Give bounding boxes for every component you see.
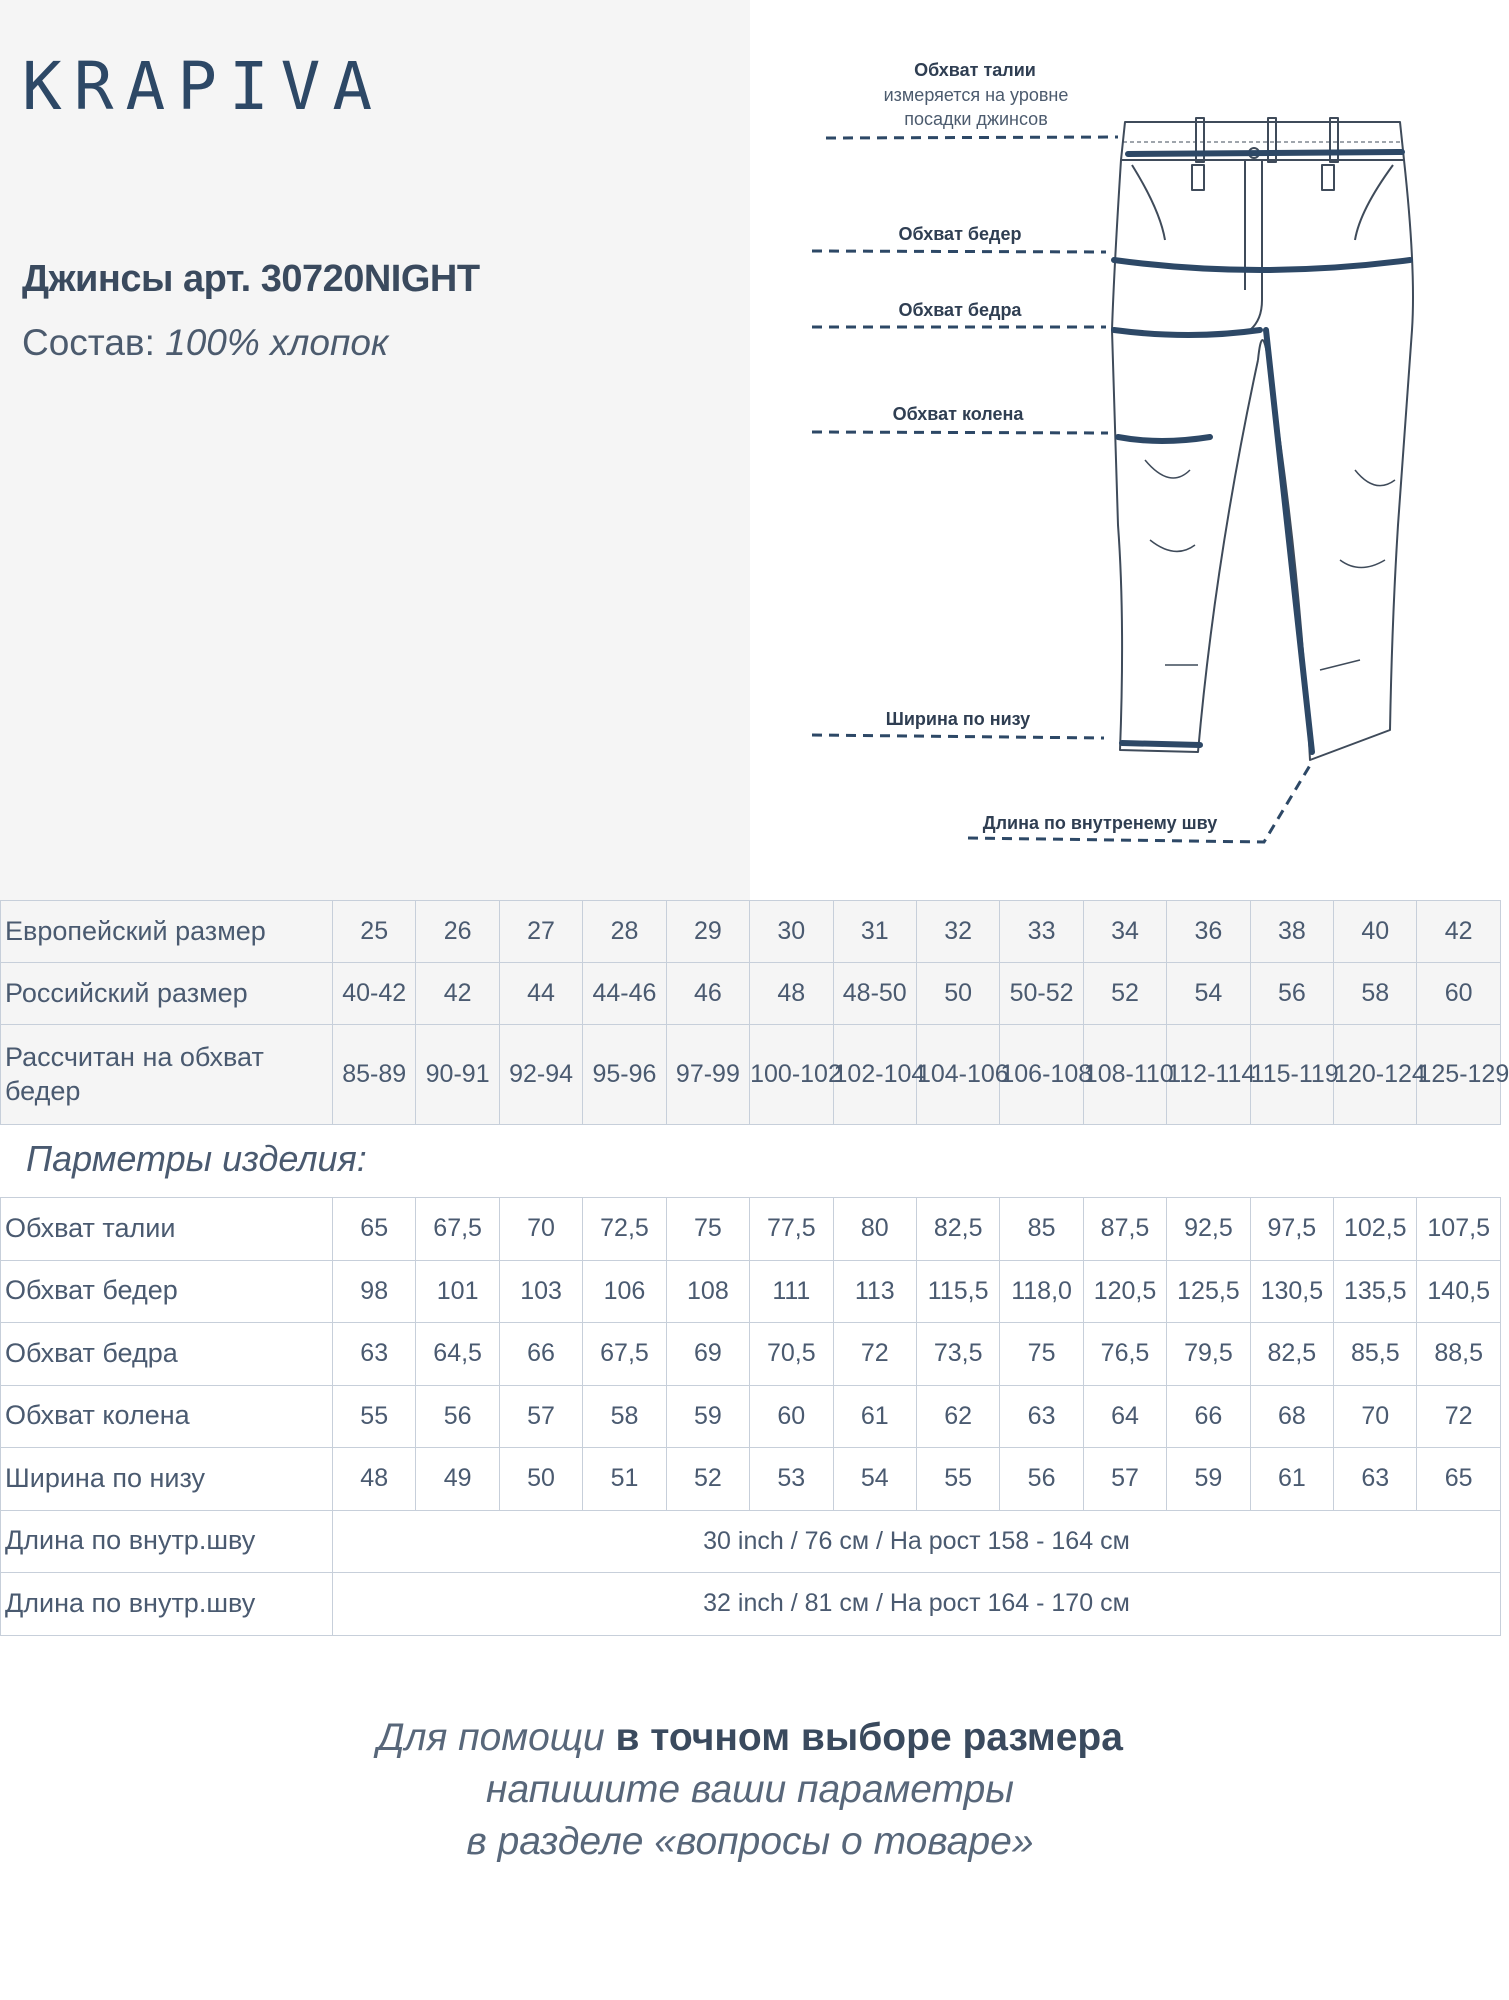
table-cell: 55 [333, 1385, 416, 1448]
table-cell: 44 [499, 963, 582, 1025]
table-cell: 42 [416, 963, 499, 1025]
table-row [1, 1025, 1501, 1125]
table-cell: 80 [833, 1198, 916, 1261]
table-cell: 108 [666, 1260, 749, 1323]
table-cell: 63 [1000, 1385, 1083, 1448]
label-waist-sub2: посадки джинсов [904, 109, 1048, 129]
table-cell: 98 [333, 1260, 416, 1323]
inseam-value-cell: 32 inch / 81 см / На рост 164 - 170 см [333, 1573, 1501, 1636]
row-label: Длина по внутр.шву [1, 1510, 333, 1573]
table-cell: 90-91 [416, 1025, 499, 1125]
table-cell: 51 [583, 1448, 666, 1511]
params-heading: Парметры изделия: [26, 1138, 367, 1179]
table-cell: 104-106 [916, 1025, 999, 1125]
table-cell: 85,5 [1334, 1323, 1417, 1386]
composition-label: Состав: [22, 322, 155, 363]
knee-measure [1118, 437, 1210, 441]
table-cell: 82,5 [916, 1198, 999, 1261]
table-cell: 56 [416, 1385, 499, 1448]
table-cell: 95-96 [583, 1025, 666, 1125]
table-cell: 72 [833, 1323, 916, 1386]
table-cell: 85-89 [333, 1025, 416, 1125]
table-cell: 92-94 [499, 1025, 582, 1125]
hem-measure [1122, 743, 1200, 745]
jeans-measurement-diagram [0, 0, 1500, 900]
table-cell: 67,5 [583, 1323, 666, 1386]
table-cell: 59 [1167, 1448, 1250, 1511]
inseam-measure [1266, 330, 1312, 752]
table-cell: 53 [750, 1448, 833, 1511]
table-cell: 50 [499, 1448, 582, 1511]
label-hem: Ширина по низу [885, 709, 1031, 729]
brand-logo: KRAPIVA [22, 48, 385, 125]
composition-value: 100% хлопок [165, 322, 389, 363]
table-row [1, 1260, 1501, 1323]
table-row [1, 1323, 1501, 1386]
table-cell: 36 [1167, 901, 1250, 963]
table-cell: 33 [1000, 901, 1083, 963]
table-cell: 92,5 [1167, 1198, 1250, 1261]
table-cell: 59 [666, 1385, 749, 1448]
label-knee: Обхват колена [892, 404, 1024, 424]
table-cell: 75 [1000, 1323, 1083, 1386]
table-cell: 65 [1417, 1448, 1500, 1511]
table-cell: 107,5 [1417, 1198, 1500, 1261]
table-cell: 40 [1334, 901, 1417, 963]
table-cell: 63 [1334, 1448, 1417, 1511]
footer-line-1-normal: Для помощи [377, 1716, 616, 1759]
table-cell: 49 [416, 1448, 499, 1511]
left-leg [1112, 160, 1258, 752]
table-row [1, 1198, 1501, 1261]
table-cell: 66 [499, 1323, 582, 1386]
table-cell: 48 [750, 963, 833, 1025]
table-cell: 97-99 [666, 1025, 749, 1125]
table-cell: 118,0 [1000, 1260, 1083, 1323]
table-cell: 57 [1083, 1448, 1166, 1511]
table-row [1, 901, 1501, 963]
footer-line-1-bold: в точном выборе размера [615, 1716, 1123, 1759]
product-params-table [0, 1197, 1501, 1636]
footer-line-2: напишите ваши параметры [486, 1768, 1014, 1811]
row-label: Обхват бедер [1, 1260, 333, 1323]
table-cell: 48-50 [833, 963, 916, 1025]
table-cell: 64 [1083, 1385, 1166, 1448]
table-cell: 60 [750, 1385, 833, 1448]
table-cell: 26 [416, 901, 499, 963]
table-cell: 50-52 [1000, 963, 1083, 1025]
table-cell: 102,5 [1334, 1198, 1417, 1261]
table-cell: 113 [833, 1260, 916, 1323]
table-cell: 70 [499, 1198, 582, 1261]
label-waist-sub1: измеряется на уровне [883, 85, 1069, 105]
table-cell: 65 [333, 1198, 416, 1261]
table-cell: 73,5 [916, 1323, 999, 1386]
table-cell: 140,5 [1417, 1260, 1500, 1323]
table-cell: 62 [916, 1385, 999, 1448]
table-cell: 125-129 [1417, 1025, 1500, 1125]
table-cell: 72,5 [583, 1198, 666, 1261]
table-cell: 100-102 [750, 1025, 833, 1125]
table-cell: 87,5 [1083, 1198, 1166, 1261]
table-cell: 85 [1000, 1198, 1083, 1261]
table-cell: 70,5 [750, 1323, 833, 1386]
table-cell: 38 [1250, 901, 1333, 963]
table-row [1, 1573, 1501, 1636]
fly [1250, 160, 1262, 330]
table-cell: 58 [1334, 963, 1417, 1025]
table-cell: 29 [666, 901, 749, 963]
table-cell: 97,5 [1250, 1198, 1333, 1261]
table-cell: 31 [833, 901, 916, 963]
footer-line-1 [0, 1712, 1500, 1764]
table-cell: 66 [1167, 1385, 1250, 1448]
label-hips: Обхват бедер [898, 224, 1022, 244]
row-label: Обхват колена [1, 1385, 333, 1448]
pocket-left [1132, 165, 1165, 240]
table-cell: 76,5 [1083, 1323, 1166, 1386]
table-cell: 70 [1334, 1385, 1417, 1448]
table-cell: 102-104 [833, 1025, 916, 1125]
table-cell: 52 [666, 1448, 749, 1511]
table-cell: 103 [499, 1260, 582, 1323]
table-cell: 68 [1250, 1385, 1333, 1448]
table-cell: 112-114 [1167, 1025, 1250, 1125]
table-cell: 82,5 [1250, 1323, 1333, 1386]
table-cell: 77,5 [750, 1198, 833, 1261]
row-label: Ширина по низу [1, 1448, 333, 1511]
table-cell: 88,5 [1417, 1323, 1500, 1386]
row-label: Длина по внутр.шву [1, 1573, 333, 1636]
table-cell: 30 [750, 901, 833, 963]
table-row [1, 1448, 1501, 1511]
size-help-note [0, 1712, 1500, 1868]
table-cell: 120,5 [1083, 1260, 1166, 1323]
table-row [1, 1385, 1501, 1448]
row-label: Европейский размер [1, 901, 333, 963]
table-cell: 55 [916, 1448, 999, 1511]
table-cell: 63 [333, 1323, 416, 1386]
table-cell: 57 [499, 1385, 582, 1448]
table-cell: 108-110 [1083, 1025, 1166, 1125]
table-cell: 42 [1417, 901, 1500, 963]
table-cell: 111 [750, 1260, 833, 1323]
waist-measure [1128, 152, 1402, 154]
table-cell: 64,5 [416, 1323, 499, 1386]
table-cell: 54 [1167, 963, 1250, 1025]
table-cell: 44-46 [583, 963, 666, 1025]
table-cell: 28 [583, 901, 666, 963]
table-cell: 25 [333, 901, 416, 963]
coin-pocket [1192, 165, 1204, 190]
table-cell: 79,5 [1167, 1323, 1250, 1386]
table-cell: 75 [666, 1198, 749, 1261]
table-cell: 46 [666, 963, 749, 1025]
table-cell: 101 [416, 1260, 499, 1323]
table-row [1, 963, 1501, 1025]
table-cell: 69 [666, 1323, 749, 1386]
dashed-guides [812, 137, 1312, 842]
table-cell: 34 [1083, 901, 1166, 963]
label-waist-title: Обхват талии [914, 60, 1036, 80]
table-cell: 56 [1000, 1448, 1083, 1511]
table-cell: 56 [1250, 963, 1333, 1025]
table-cell: 120-124 [1334, 1025, 1417, 1125]
row-label: Обхват бедра [1, 1323, 333, 1386]
table-cell: 50 [916, 963, 999, 1025]
table-cell: 72 [1417, 1385, 1500, 1448]
pocket-right [1355, 165, 1393, 240]
table-cell: 115-119 [1250, 1025, 1333, 1125]
table-cell: 106-108 [1000, 1025, 1083, 1125]
row-label: Рассчитан на обхват бедер [1, 1025, 333, 1125]
row-label: Российский размер [1, 963, 333, 1025]
inseam-value-cell: 30 inch / 76 см / На рост 158 - 164 см [333, 1510, 1501, 1573]
table-cell: 60 [1417, 963, 1500, 1025]
table-row [1, 1510, 1501, 1573]
table-cell: 40-42 [333, 963, 416, 1025]
table-cell: 135,5 [1334, 1260, 1417, 1323]
product-title: Джинсы арт. 30720NIGHT [22, 258, 480, 300]
thigh-measure [1114, 330, 1260, 335]
table-cell: 54 [833, 1448, 916, 1511]
right-leg [1268, 160, 1413, 760]
table-cell: 52 [1083, 963, 1166, 1025]
table-cell: 27 [499, 901, 582, 963]
table-cell: 61 [833, 1385, 916, 1448]
table-cell: 32 [916, 901, 999, 963]
row-label: Обхват талии [1, 1198, 333, 1261]
table-cell: 125,5 [1167, 1260, 1250, 1323]
table-cell: 67,5 [416, 1198, 499, 1261]
footer-line-3: в разделе «вопросы о товаре» [466, 1820, 1034, 1863]
table-cell: 115,5 [916, 1260, 999, 1323]
label-thigh: Обхват бедра [898, 300, 1022, 320]
table-cell: 58 [583, 1385, 666, 1448]
size-conversion-table [0, 900, 1509, 1125]
label-inseam: Длина по внутренему шву [982, 813, 1218, 833]
table-cell: 106 [583, 1260, 666, 1323]
table-cell: 61 [1250, 1448, 1333, 1511]
table-cell: 130,5 [1250, 1260, 1333, 1323]
table-cell: 48 [333, 1448, 416, 1511]
